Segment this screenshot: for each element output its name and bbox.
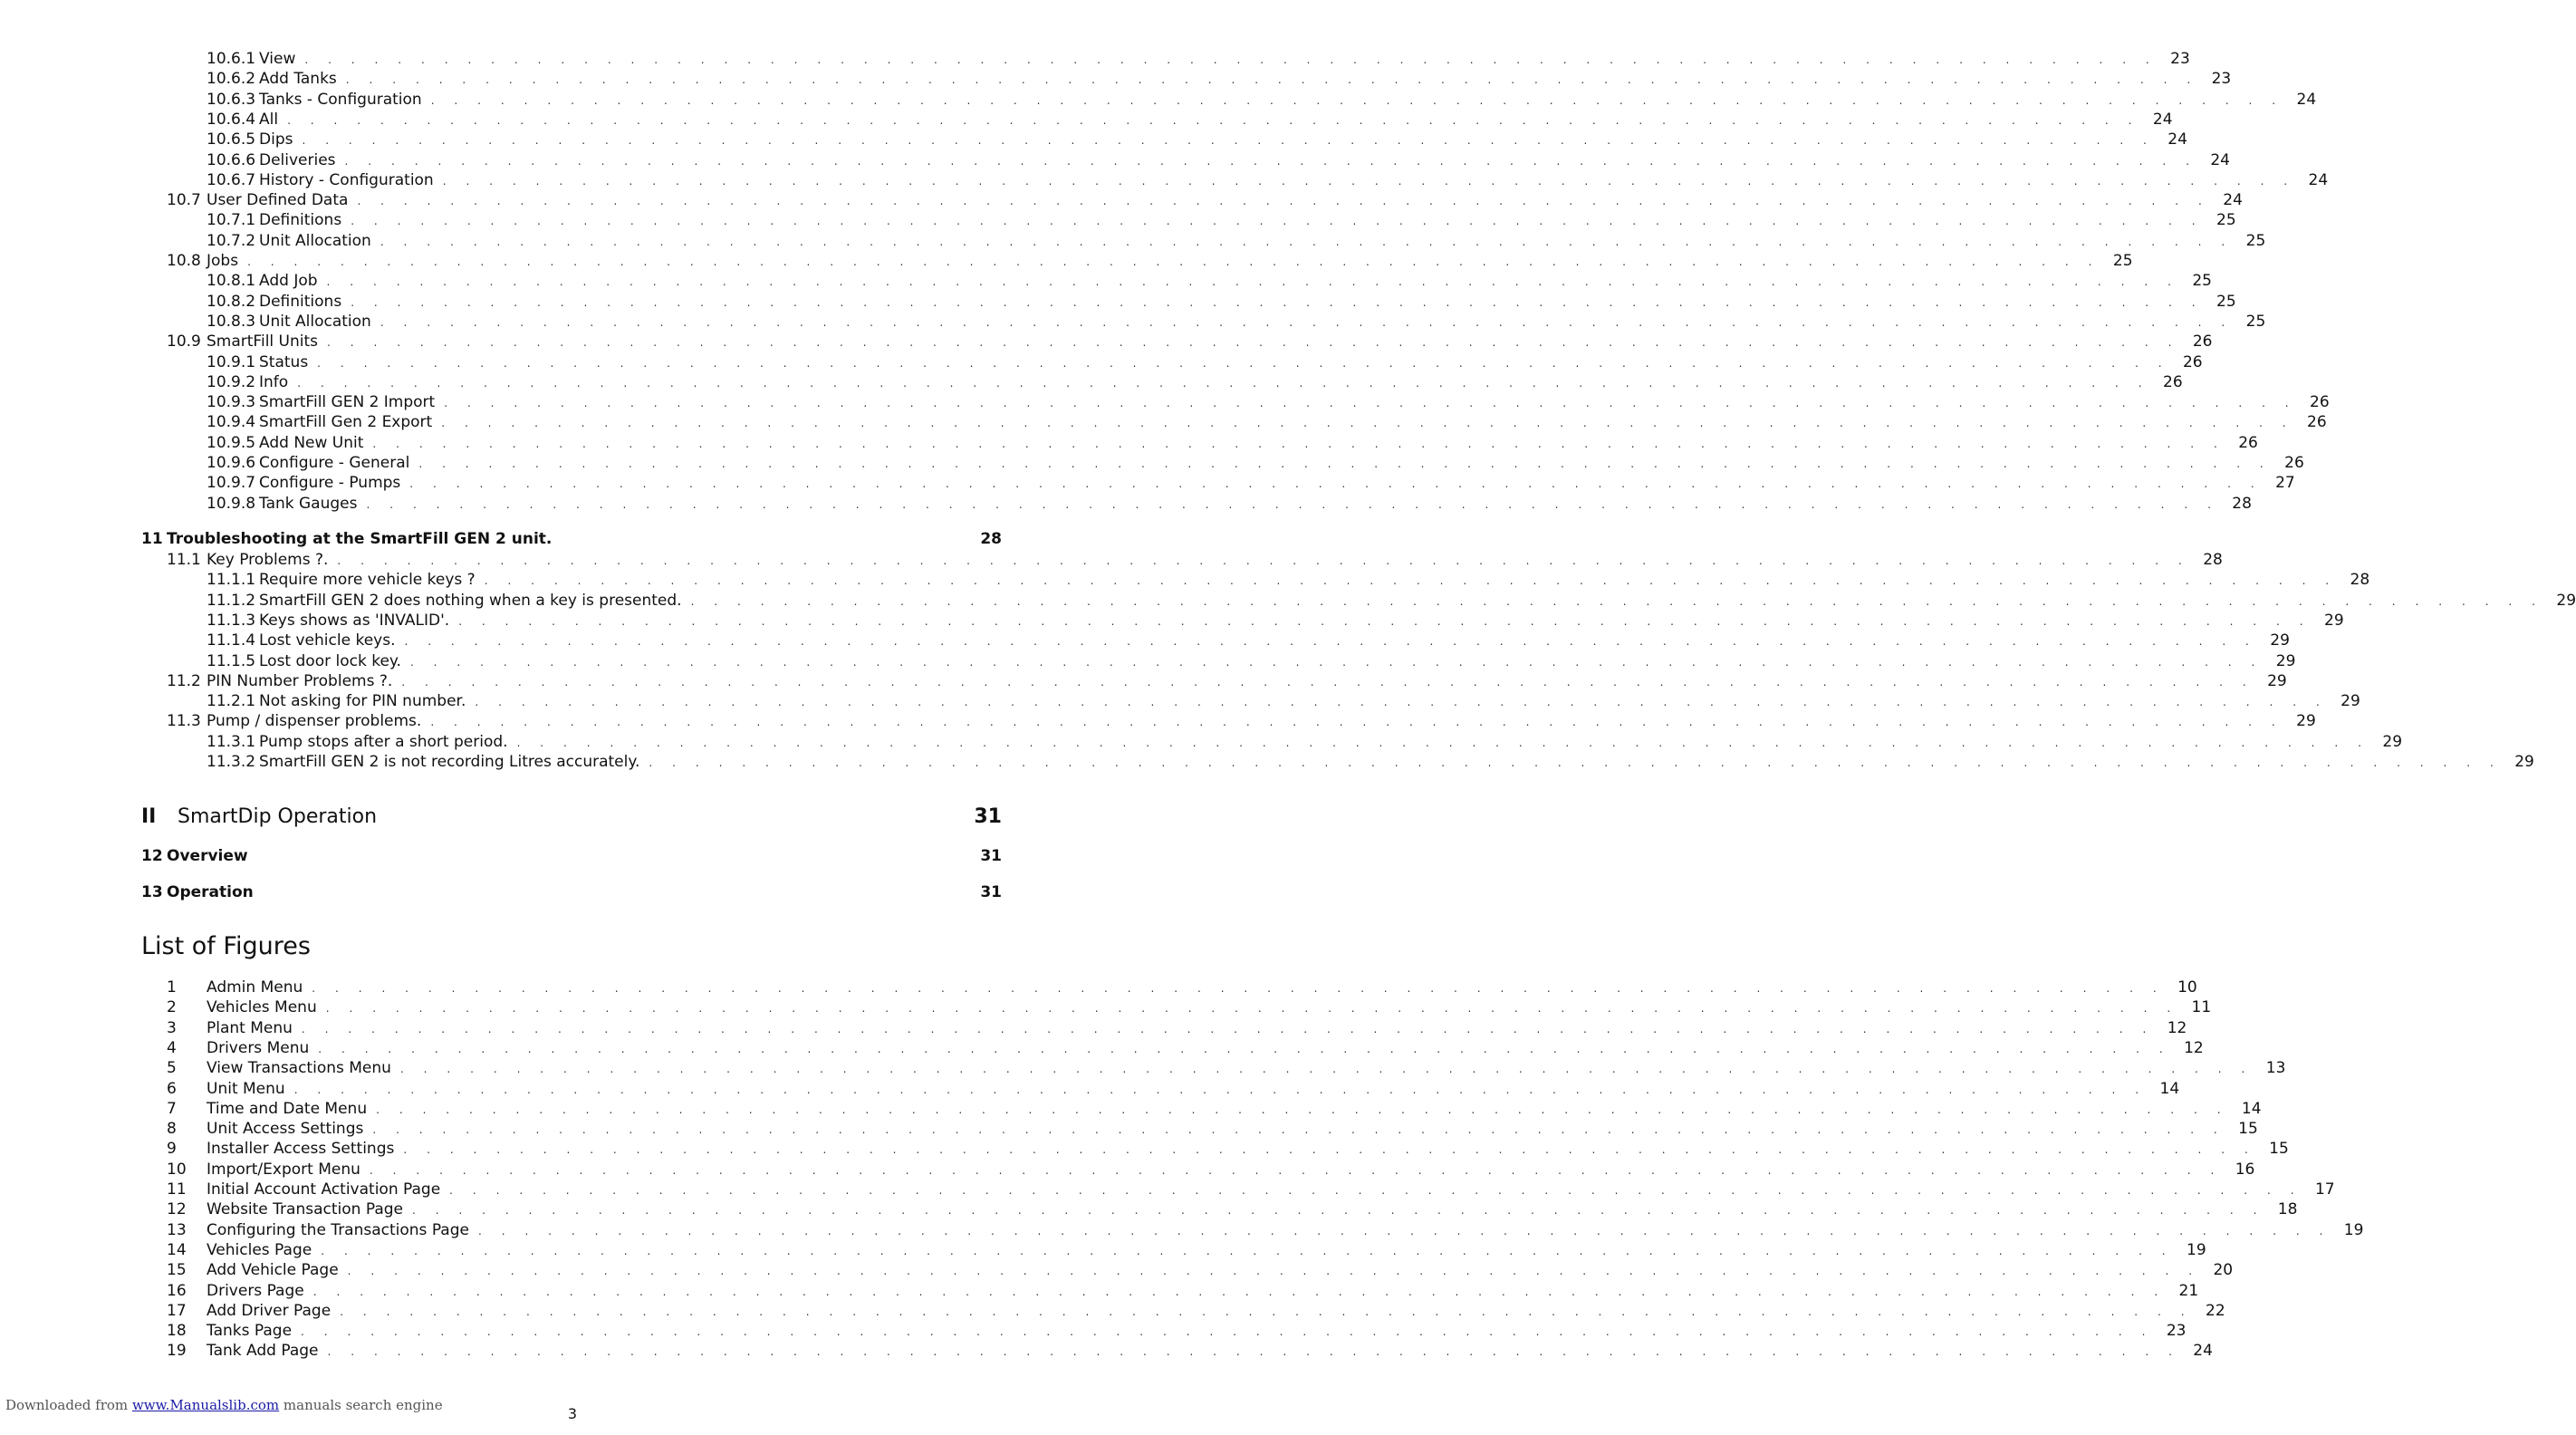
dot-leader: . . . . . . . . . . . . . . . . . . . . . . . . . . . . . . . . . . . . . . . . . . . . . . . . . . . . . . . . . . . . . . . . . . . . . . . . . . . . . . . . bbox=[340, 1305, 2193, 1318]
toc-entry[interactable] bbox=[207, 412, 2327, 432]
toc-entry[interactable] bbox=[207, 210, 2236, 230]
entry-number: 2 bbox=[167, 998, 177, 1016]
figure-entry[interactable] bbox=[167, 1281, 2199, 1301]
entry-number: 8 bbox=[167, 1120, 177, 1138]
entry-number: 12 bbox=[167, 1200, 187, 1218]
dot-leader: . . . . . . . . . . . . . . . . . . . . . . . . . . . . . . . . . . . . . . . . . . . . . . . . . . . . . . . . . . . . . . . . . . . . . . . . . . . . . . . . bbox=[366, 498, 2219, 511]
entry-page: 13 bbox=[2265, 1059, 2286, 1077]
toc-entry[interactable] bbox=[207, 752, 2534, 772]
entry-number: 11.3.2 bbox=[207, 753, 256, 771]
toc-entry[interactable] bbox=[207, 494, 2252, 514]
entry-title: Tank Gauges bbox=[259, 495, 358, 513]
entry-page: 29 bbox=[2275, 652, 2296, 670]
dot-leader: . . . . . . . . . . . . . . . . . . . . . . . . . . . . . . . . . . . . . . . . . . . . . . . . . . . . . . . . . . . . . . . . . . . . . . . . . . . . . . . . bbox=[411, 1204, 2265, 1217]
entry-page: 15 bbox=[2269, 1140, 2289, 1158]
entry-number: 10.6.1 bbox=[207, 50, 256, 68]
figure-entry[interactable] bbox=[167, 1341, 2213, 1361]
entry-title: Lost door lock key. bbox=[259, 652, 401, 670]
part-page: 31 bbox=[974, 805, 1002, 828]
entry-title: Key Problems ?. bbox=[207, 551, 329, 569]
entry-page: 29 bbox=[2382, 733, 2403, 751]
toc-entry[interactable] bbox=[207, 631, 2290, 650]
figure-entry[interactable] bbox=[167, 1199, 2298, 1219]
entry-page: 23 bbox=[2166, 1322, 2187, 1340]
toc-entry[interactable] bbox=[207, 611, 2344, 631]
entry-page: 26 bbox=[2307, 413, 2327, 431]
toc-entry[interactable] bbox=[207, 651, 2296, 671]
entry-title: View bbox=[259, 50, 296, 68]
entry-title: Drivers Page bbox=[207, 1282, 304, 1300]
entry-title: Configure - General bbox=[259, 454, 410, 472]
toc-entry[interactable] bbox=[167, 550, 2223, 570]
entry-number: 10 bbox=[167, 1161, 187, 1179]
chapter-title: Troubleshooting at the SmartFill GEN 2 unit. bbox=[167, 530, 553, 548]
entry-title: Status bbox=[259, 353, 309, 371]
entry-number: 11.2 bbox=[167, 672, 201, 690]
entry-page: 14 bbox=[2241, 1100, 2262, 1118]
entry-page: 28 bbox=[2350, 571, 2370, 589]
entry-title: Lost vehicle keys. bbox=[259, 631, 396, 650]
entry-number: 11.2.1 bbox=[207, 692, 256, 710]
dot-leader: . . . . . . . . . . . . . . . . . . . . . . . . . . . . . . . . . . . . . . . . . . . . . . . . . . . . . . . . . . . . . . . . . . . . . . . . . . . . . . . . bbox=[409, 656, 2264, 669]
toc-entry[interactable] bbox=[207, 372, 2183, 392]
figure-entry[interactable] bbox=[167, 1119, 2258, 1139]
entry-page: 29 bbox=[2270, 631, 2290, 650]
entry-page: 16 bbox=[2235, 1161, 2255, 1179]
entry-title: Installer Access Settings bbox=[207, 1140, 395, 1158]
dot-leader: . . . . . . . . . . . . . . . . . . . . . . . . . . . . . . . . . . . . . . . . . . . . . . . . . . . . . . . . . . . . . . . . . . . . . . . . . . . . . . . . bbox=[351, 215, 2204, 227]
dot-leader: . . . . . . . . . . . . . . . . . . . . . . . . . . . . . . . . . . . . . . . . . . . . . . . . . . . . . . . . . . . . . . . . . . . . . . . . . . . . . . . . bbox=[357, 195, 2210, 207]
entry-page: 25 bbox=[2245, 232, 2266, 250]
chapter-page: 31 bbox=[980, 847, 1002, 865]
dot-leader: . . . . . . . . . . . . . . . . . . . . . . . . . . . . . . . . . . . . . . . . . . . . . . . . . . . . . . . . . . . . . . . . . . . . . . . . . . . . . . . . bbox=[325, 1002, 2179, 1015]
entry-page: 10 bbox=[2177, 978, 2197, 997]
dot-leader: . . . . . . . . . . . . . . . . . . . . . . . . . . . . . . . . . . . . . . . . . . . . . . . . . . . . . . . . . . . . . . . . . . . . . . . . . . . . . . . . bbox=[287, 114, 2140, 127]
list-of-figures-heading: List of Figures bbox=[141, 932, 311, 960]
entry-page: 26 bbox=[2310, 393, 2330, 411]
entry-title: Pump stops after a short period. bbox=[259, 733, 508, 751]
entry-page: 26 bbox=[2192, 332, 2213, 351]
toc-entry[interactable] bbox=[207, 352, 2203, 372]
entry-title: Tanks - Configuration bbox=[259, 91, 422, 109]
dot-leader: . . . . . . . . . . . . . . . . . . . . . . . . . . . . . . . . . . . . . . . . . . . . . . . . . . . . . . . . . . . . . . . . . . . . . . . . . . . . . . . . bbox=[293, 1083, 2148, 1096]
entry-title: Unit Allocation bbox=[259, 232, 371, 250]
entry-title: View Transactions Menu bbox=[207, 1059, 391, 1077]
entry-page: 28 bbox=[2203, 551, 2223, 569]
entry-page: 29 bbox=[2514, 753, 2534, 771]
entry-number: 19 bbox=[167, 1342, 187, 1360]
entry-title: Vehicles Menu bbox=[207, 998, 317, 1016]
entry-page: 26 bbox=[2182, 353, 2203, 371]
dot-leader: . . . . . . . . . . . . . . . . . . . . . . . . . . . . . . . . . . . . . . . . . . . . . . . . . . . . . . . . . . . . . . . . . . . . . . . . . . . . . . . . bbox=[441, 417, 2294, 429]
entry-title: Add Driver Page bbox=[207, 1302, 332, 1320]
entry-page: 29 bbox=[2341, 692, 2360, 710]
dot-leader: . . . . . . . . . . . . . . . . . . . . . . . . . . . . . . . . . . . . . . . . . . . . . . . . . . . . . . . . . . . . . . . . . . . . . . . . . . . . . . . . bbox=[312, 1286, 2167, 1298]
entry-page: 29 bbox=[2324, 612, 2344, 630]
entry-page: 21 bbox=[2178, 1282, 2199, 1300]
footer-suffix: manuals search engine bbox=[283, 1397, 443, 1413]
toc-entry[interactable] bbox=[167, 671, 2287, 691]
entry-title: Unit Access Settings bbox=[207, 1120, 364, 1138]
dot-leader: . . . . . . . . . . . . . . . . . . . . . . . . . . . . . . . . . . . . . . . . . . . . . . . . . . . . . . . . . . . . . . . . . . . . . . . . . . . . . . . . bbox=[430, 94, 2284, 107]
dot-leader: . . . . . . . . . . . . . . . . . . . . . . . . . . . . . . . . . . . . . . . . . . . . . . . . . . . . . . . . . . . . . . . . . . . . . . . . . . . . . . . . bbox=[475, 696, 2328, 708]
entry-number: 3 bbox=[167, 1019, 177, 1037]
entry-number: 17 bbox=[167, 1302, 187, 1320]
entry-number: 11.1.5 bbox=[207, 652, 256, 670]
dot-leader: . . . . . . . . . . . . . . . . . . . . . . . . . . . . . . . . . . . . . . . . . . . . . . . . . . . . . . . . . . . . . . . . . . . . . . . . . . . . . . . . bbox=[380, 316, 2234, 329]
entry-number: 10.9.2 bbox=[207, 373, 256, 391]
toc-entry[interactable] bbox=[207, 170, 2329, 190]
entry-number: 11.3.1 bbox=[207, 733, 256, 751]
entry-number: 11.1.3 bbox=[207, 612, 256, 630]
entry-page: 29 bbox=[2267, 672, 2287, 690]
entry-number: 10.7 bbox=[167, 191, 201, 209]
entry-page: 25 bbox=[2112, 252, 2133, 270]
dot-leader: . . . . . . . . . . . . . . . . . . . . . . . . . . . . . . . . . . . . . . . . . . . . . . . . . . . . . . . . . . . . . . . . . . . . . . . . . . . . . . . . bbox=[409, 477, 2263, 490]
chapter-page: 31 bbox=[980, 883, 1002, 901]
entry-page: 12 bbox=[2167, 1019, 2187, 1037]
entry-number: 5 bbox=[167, 1059, 177, 1077]
toc-entry[interactable] bbox=[167, 711, 2316, 731]
dot-leader: . . . . . . . . . . . . . . . . . . . . . . . . . . . . . . . . . . . . . . . . . . . . . . . . . . . . . . . . . . . . . . . . . . . . . . . . . . . . . . . . bbox=[326, 275, 2179, 288]
figure-entry[interactable] bbox=[167, 1260, 2234, 1280]
entry-number: 11.3 bbox=[167, 712, 201, 730]
chapter-page: 28 bbox=[980, 530, 1002, 548]
entry-title: Tank Add Page bbox=[207, 1342, 319, 1360]
dot-leader: . . . . . . . . . . . . . . . . . . . . . . . . . . . . . . . . . . . . . . . . . . . . . . . . . . . . . . . . . . . . . . . . . . . . . . . . . . . . . . . . bbox=[477, 1225, 2331, 1238]
entry-number: 10.7.2 bbox=[207, 232, 256, 250]
entry-title: Definitions bbox=[259, 293, 342, 311]
dot-leader: . . . . . . . . . . . . . . . . . . . . . . . . . . . . . . . . . . . . . . . . . . . . . . . . . . . . . . . . . . . . . . . . . . . . . . . . . . . . . . . . bbox=[404, 635, 2257, 648]
dot-leader: . . . . . . . . . . . . . . . . . . . . . . . . . . . . . . . . . . . . . . . . . . . . . . . . . . . . . . . . . . . . . . . . . . . . . . . . . . . . . . . . bbox=[318, 1043, 2171, 1055]
entry-title: Tanks Page bbox=[207, 1322, 293, 1340]
dot-leader: . . . . . . . . . . . . . . . . . . . . . . . . . . . . . . . . . . . . . . . . . . . . . . . . . . . . . . . . . . . . . . . . . . . . . . . . . . . . . . . . bbox=[444, 397, 2297, 409]
entry-title: Time and Date Menu bbox=[207, 1100, 368, 1118]
dot-leader: . . . . . . . . . . . . . . . . . . . . . . . . . . . . . . . . . . . . . . . . . . . . . . . . . . . . . . . . . . . . . . . . . . . . . . . . . . . . . . . . bbox=[372, 438, 2225, 450]
entry-page: 24 bbox=[2210, 151, 2230, 169]
dot-leader: . . . . . . . . . . . . . . . . . . . . . . . . . . . . . . . . . . . . . . . . . . . . . . . . . . . . . . . . . . . . . . . . . . . . . . . . . . . . . . . . bbox=[301, 1023, 2155, 1035]
entry-title: Drivers Menu bbox=[207, 1039, 310, 1057]
entry-number: 1 bbox=[167, 978, 177, 997]
entry-title: PIN Number Problems ?. bbox=[207, 672, 393, 690]
toc-entry[interactable] bbox=[207, 392, 2330, 412]
entry-page: 26 bbox=[2163, 373, 2183, 391]
entry-title: Not asking for PIN number. bbox=[259, 692, 466, 710]
toc-entry[interactable] bbox=[167, 332, 2213, 352]
toc-entry[interactable] bbox=[207, 49, 2190, 69]
entry-title: SmartFill GEN 2 is not recording Litres accurately. bbox=[259, 753, 640, 771]
dot-leader: . . . . . . . . . . . . . . . . . . . . . . . . . . . . . . . . . . . . . . . . . . . . . . . . . . . . . . . . . . . . . . . . . . . . . . . . . . . . . . . . bbox=[372, 1123, 2225, 1136]
figure-entry[interactable] bbox=[167, 1058, 2286, 1078]
entry-number: 11.1 bbox=[167, 551, 201, 569]
entry-number: 11.1.2 bbox=[207, 592, 256, 610]
dot-leader: . . . . . . . . . . . . . . . . . . . . . . . . . . . . . . . . . . . . . . . . . . . . . . . . . . . . . . . . . . . . . . . . . . . . . . . . . . . . . . . . bbox=[380, 236, 2234, 248]
toc-entry[interactable] bbox=[167, 251, 2133, 271]
dot-leader: . . . . . . . . . . . . . . . . . . . . . . . . . . . . . . . . . . . . . . . . . . . . . . . . . . . . . . . . . . . . . . . . . . . . . . . . . . . . . . . . bbox=[484, 574, 2338, 587]
dot-leader: . . . . . . . . . . . . . . . . . . . . . . . . . . . . . . . . . . . . . . . . . . . . . . . . . . . . . . . . . . . . . . . . . . . . . . . . . . . . . . . . bbox=[401, 676, 2254, 689]
entry-title: Definitions bbox=[259, 211, 342, 229]
entry-number: 10.8.2 bbox=[207, 293, 256, 311]
toc-entry[interactable] bbox=[207, 90, 2317, 110]
dot-leader: . . . . . . . . . . . . . . . . . . . . . . . . . . . . . . . . . . . . . . . . . . . . . . . . . . . . . . . . . . . . . . . . . . . . . . . . . . . . . . . . bbox=[345, 73, 2199, 86]
entry-title: Info bbox=[259, 373, 289, 391]
chapter-number: 11 bbox=[141, 530, 163, 548]
entry-page: 29 bbox=[2556, 592, 2576, 610]
dot-leader: . . . . . . . . . . . . . . . . . . . . . . . . . . . . . . . . . . . . . . . . . . . . . . . . . . . . . . . . . . . . . . . . . . . . . . . . . . . . . . . . bbox=[458, 615, 2312, 628]
dot-leader: . . . . . . . . . . . . . . . . . . . . . . . . . . . . . . . . . . . . . . . . . . . . . . . . . . . . . . . . . . . . . . . . . . . . . . . . . . . . . . . . bbox=[312, 982, 2165, 995]
entry-page: 14 bbox=[2159, 1080, 2180, 1098]
entry-title: Admin Menu bbox=[207, 978, 303, 997]
footer-prefix: Downloaded from bbox=[5, 1397, 129, 1413]
entry-page: 25 bbox=[2245, 313, 2266, 331]
entry-title: Configure - Pumps bbox=[259, 474, 401, 492]
figure-entry[interactable] bbox=[167, 1321, 2187, 1341]
chapter-title: Overview bbox=[167, 847, 248, 865]
dot-leader: . . . . . . . . . . . . . . . . . . . . . . . . . . . . . . . . . . . . . . . . . . . . . . . . . . . . . . . . . . . . . . . . . . . . . . . . . . . . . . . . bbox=[430, 716, 2283, 728]
dot-leader: . . . . . . . . . . . . . . . . . . . . . . . . . . . . . . . . . . . . . . . . . . . . . . . . . . . . . . . . . . . . . . . . . . . . . . . . . . . . . . . . bbox=[449, 1184, 2302, 1197]
entry-number: 10.9.4 bbox=[207, 413, 256, 431]
entry-number: 10.6.4 bbox=[207, 111, 256, 129]
toc-entry[interactable] bbox=[207, 732, 2403, 752]
dot-leader: . . . . . . . . . . . . . . . . . . . . . . . . . . . . . . . . . . . . . . . . . . . . . . . . . . . . . . . . . . . . . . . . . . . . . . . . . . . . . . . . bbox=[344, 155, 2197, 168]
entry-page: 23 bbox=[2211, 70, 2232, 88]
dot-leader: . . . . . . . . . . . . . . . . . . . . . . . . . . . . . . . . . . . . . . . . . . . . . . . . . . . . . . . . . . . . . . . . . . . . . . . . . . . . . . . . bbox=[403, 1143, 2256, 1156]
dot-leader: . . . . . . . . . . . . . . . . . . . . . . . . . . . . . . . . . . . . . . . . . . . . . . . . . . . . . . . . . . . . . . . . . . . . . . . . . . . . . . . . bbox=[516, 737, 2370, 749]
entry-title: SmartFill Units bbox=[207, 332, 319, 351]
entry-number: 10.6.7 bbox=[207, 171, 256, 189]
entry-title: SmartFill Gen 2 Export bbox=[259, 413, 433, 431]
entry-page: 26 bbox=[2284, 454, 2304, 472]
toc-entry[interactable] bbox=[207, 110, 2173, 130]
entry-number: 10.6.3 bbox=[207, 91, 256, 109]
figure-entry[interactable] bbox=[167, 1301, 2225, 1321]
entry-title: Deliveries bbox=[259, 151, 336, 169]
dot-leader: . . . . . . . . . . . . . . . . . . . . . . . . . . . . . . . . . . . . . . . . . . . . . . . . . . . . . . . . . . . . . . . . . . . . . . . . . . . . . . . . bbox=[399, 1063, 2254, 1075]
entry-title: SmartFill GEN 2 Import bbox=[259, 393, 436, 411]
entry-title: Add Job bbox=[259, 272, 318, 290]
figure-entry[interactable] bbox=[167, 1240, 2206, 1260]
dot-leader: . . . . . . . . . . . . . . . . . . . . . . . . . . . . . . . . . . . . . . . . . . . . . . . . . . . . . . . . . . . . . . . . . . . . . . . . . . . . . . . . bbox=[321, 1245, 2174, 1257]
toc-entry[interactable] bbox=[207, 433, 2258, 453]
figure-entry[interactable] bbox=[167, 1099, 2262, 1119]
toc-entry[interactable] bbox=[207, 473, 2295, 493]
entry-title: Website Transaction Page bbox=[207, 1200, 403, 1218]
entry-page: 24 bbox=[2308, 171, 2329, 189]
toc-chapter-13[interactable] bbox=[141, 881, 1002, 903]
toc-entry[interactable] bbox=[207, 570, 2370, 590]
toc-entry[interactable] bbox=[167, 190, 2243, 210]
entry-number: 15 bbox=[167, 1261, 187, 1279]
toc-entry[interactable] bbox=[207, 150, 2230, 170]
page-number: 3 bbox=[567, 1405, 578, 1422]
entry-number: 6 bbox=[167, 1080, 177, 1098]
dot-leader: . . . . . . . . . . . . . . . . . . . . . . . . . . . . . . . . . . . . . . . . . . . . . . . . . . . . . . . . . . . . . . . . . . . . . . . . . . . . . . . . bbox=[317, 357, 2170, 370]
part-number: II bbox=[141, 805, 157, 828]
entry-title: Unit Menu bbox=[207, 1080, 285, 1098]
entry-number: 10.9.7 bbox=[207, 474, 256, 492]
figure-entry[interactable] bbox=[167, 1139, 2289, 1159]
entry-page: 26 bbox=[2238, 434, 2258, 452]
entry-page: 19 bbox=[2343, 1221, 2364, 1239]
figure-entry[interactable] bbox=[167, 1038, 2204, 1058]
entry-page: 23 bbox=[2170, 50, 2190, 68]
entry-title: Pump / dispenser problems. bbox=[207, 712, 422, 730]
entry-page: 24 bbox=[2193, 1342, 2213, 1360]
entry-page: 15 bbox=[2238, 1120, 2258, 1138]
entry-page: 24 bbox=[2167, 130, 2187, 149]
dot-leader: . . . . . . . . . . . . . . . . . . . . . . . . . . . . . . . . . . . . . . . . . . . . . . . . . . . . . . . . . . . . . . . . . . . . . . . . . . . . . . . . bbox=[327, 1345, 2180, 1358]
entry-page: 19 bbox=[2187, 1241, 2206, 1259]
figure-entry[interactable] bbox=[167, 1180, 2335, 1199]
dot-leader: . . . . . . . . . . . . . . . . . . . . . . . . . . . . . . . . . . . . . . . . . . . . . . . . . . . . . . . . . . . . . . . . . . . . . . . . . . . . . . . . bbox=[302, 134, 2155, 147]
entry-number: 4 bbox=[167, 1039, 177, 1057]
entry-page: 11 bbox=[2191, 998, 2212, 1016]
entry-title: Add Vehicle Page bbox=[207, 1261, 339, 1279]
entry-page: 17 bbox=[2314, 1180, 2335, 1199]
chapter-number: 12 bbox=[141, 847, 163, 865]
entry-number: 10.6.2 bbox=[207, 70, 256, 88]
entry-page: 27 bbox=[2275, 474, 2295, 492]
entry-page: 25 bbox=[2216, 211, 2236, 229]
toc-chapter-11[interactable] bbox=[141, 528, 1002, 550]
entry-title: Configuring the Transactions Page bbox=[207, 1221, 469, 1239]
entry-page: 25 bbox=[2216, 293, 2236, 311]
entry-title: Initial Account Activation Page bbox=[207, 1180, 441, 1199]
dot-leader: . . . . . . . . . . . . . . . . . . . . . . . . . . . . . . . . . . . . . . . . . . . . . . . . . . . . . . . . . . . . . . . . . . . . . . . . . . . . . . . . bbox=[369, 1164, 2223, 1177]
toc-entry[interactable] bbox=[207, 453, 2304, 473]
entry-title: All bbox=[259, 111, 279, 129]
toc-part-2[interactable] bbox=[141, 804, 1002, 831]
part-title: SmartDip Operation bbox=[178, 805, 378, 828]
dot-leader: . . . . . . . . . . . . . . . . . . . . . . . . . . . . . . . . . . . . . . . . . . . . . . . . . . . . . . . . . . . . . . . . . . . . . . . . . . . . . . . . bbox=[247, 255, 2100, 268]
figure-entry[interactable] bbox=[167, 1160, 2255, 1180]
entry-number: 10.6.5 bbox=[207, 130, 256, 149]
toc-entry[interactable] bbox=[207, 69, 2232, 89]
entry-page: 22 bbox=[2206, 1302, 2225, 1320]
figure-entry[interactable] bbox=[167, 978, 2197, 997]
footer-link[interactable]: www.Manualslib.com bbox=[131, 1397, 280, 1413]
entry-number: 10.8.3 bbox=[207, 313, 256, 331]
entry-page: 24 bbox=[2296, 91, 2317, 109]
entry-title: User Defined Data bbox=[207, 191, 349, 209]
entry-title: Keys shows as 'INVALID'. bbox=[259, 612, 450, 630]
entry-number: 10.7.1 bbox=[207, 211, 256, 229]
entry-number: 10.9.1 bbox=[207, 353, 256, 371]
entry-title: Import/Export Menu bbox=[207, 1161, 360, 1179]
dot-leader: . . . . . . . . . . . . . . . . . . . . . . . . . . . . . . . . . . . . . . . . . . . . . . . . . . . . . . . . . . . . . . . . . . . . . . . . . . . . . . . . bbox=[376, 1103, 2229, 1116]
entry-page: 24 bbox=[2223, 191, 2243, 209]
toc-chapter-12[interactable] bbox=[141, 845, 1002, 867]
dot-leader: . . . . . . . . . . . . . . . . . . . . . . . . . . . . . . . . . . . . . . . . . . . . . . . . . . . . . . . . . . . . . . . . . . . . . . . . . . . . . . . . bbox=[301, 1325, 2154, 1338]
entry-number: 10.9.3 bbox=[207, 393, 256, 411]
toc-entry[interactable] bbox=[207, 292, 2236, 312]
dot-leader: . . . . . . . . . . . . . . . . . . . . . . . . . . . . . . . . . . . . . . . . . . . . . . . . . . . . . . . . . . . . . . . . . . . . . . . . . . . . . . . . bbox=[442, 175, 2296, 188]
entry-title: Require more vehicle keys ? bbox=[259, 571, 476, 589]
entry-title: Unit Allocation bbox=[259, 313, 371, 331]
entry-number: 13 bbox=[167, 1221, 187, 1239]
entry-title: Vehicles Page bbox=[207, 1241, 312, 1259]
entry-number: 10.9.5 bbox=[207, 434, 256, 452]
chapter-title: Operation bbox=[167, 883, 254, 901]
dot-leader: . . . . . . . . . . . . . . . . . . . . . . . . . . . . . . . . . . . . . . . . . . . . . . . . . . . . . . . . . . . . . . . . . . . . . . . . . . . . . . . . bbox=[418, 457, 2272, 470]
dot-leader: . . . . . . . . . . . . . . . . . . . . . . . . . . . . . . . . . . . . . . . . . . . . . . . . . . . . . . . . . . . . . . . . . . . . . . . . . . . . . . . . bbox=[347, 1265, 2201, 1277]
entry-number: 10.9 bbox=[167, 332, 201, 351]
entry-page: 18 bbox=[2277, 1200, 2298, 1218]
entry-page: 25 bbox=[2192, 272, 2212, 290]
entry-number: 10.8 bbox=[167, 252, 201, 270]
entry-title: SmartFill GEN 2 does nothing when a key is presented. bbox=[259, 592, 682, 610]
entry-page: 24 bbox=[2152, 111, 2173, 129]
dot-leader: . . . . . . . . . . . . . . . . . . . . . . . . . . . . . . . . . . . . . . . . . . . . . . . . . . . . . . . . . . . . . . . . . . . . . . . . . . . . . . . . bbox=[297, 377, 2150, 390]
toc-entry[interactable] bbox=[207, 312, 2266, 332]
entry-title: Add New Unit bbox=[259, 434, 364, 452]
entry-number: 11 bbox=[167, 1180, 187, 1199]
entry-number: 10.9.6 bbox=[207, 454, 256, 472]
figure-entry[interactable] bbox=[167, 1018, 2187, 1038]
entry-page: 12 bbox=[2184, 1039, 2204, 1057]
entry-title: Dips bbox=[259, 130, 293, 149]
entry-number: 10.8.1 bbox=[207, 272, 256, 290]
entry-number: 11.1.4 bbox=[207, 631, 256, 650]
entry-number: 7 bbox=[167, 1100, 177, 1118]
dot-leader: . . . . . . . . . . . . . . . . . . . . . . . . . . . . . . . . . . . . . . . . . . . . . . . . . . . . . . . . . . . . . . . . . . . . . . . . . . . . . . . . bbox=[351, 296, 2204, 309]
entry-page: 29 bbox=[2296, 712, 2316, 730]
dot-leader: . . . . . . . . . . . . . . . . . . . . . . . . . . . . . . . . . . . . . . . . . . . . . . . . . . . . . . . . . . . . . . . . . . . . . . . . . . . . . . . . bbox=[690, 595, 2544, 608]
chapter-number: 13 bbox=[141, 883, 163, 901]
entry-number: 10.9.8 bbox=[207, 495, 256, 513]
toc-entry[interactable] bbox=[207, 271, 2212, 291]
dot-leader: . . . . . . . . . . . . . . . . . . . . . . . . . . . . . . . . . . . . . . . . . . . . . . . . . . . . . . . . . . . . . . . . . . . . . . . . . . . . . . . . bbox=[337, 554, 2190, 567]
entry-title: History - Configuration bbox=[259, 171, 434, 189]
figure-entry[interactable] bbox=[167, 1079, 2180, 1099]
entry-page: 20 bbox=[2213, 1261, 2234, 1279]
figure-entry[interactable] bbox=[167, 997, 2212, 1017]
figure-entry[interactable] bbox=[167, 1220, 2364, 1240]
entry-page: 28 bbox=[2232, 495, 2252, 513]
entry-number: 16 bbox=[167, 1282, 187, 1300]
entry-number: 11.1.1 bbox=[207, 571, 256, 589]
dot-leader: . . . . . . . . . . . . . . . . . . . . . . . . . . . . . . . . . . . . . . . . . . . . . . . . . . . . . . . . . . . . . . . . . . . . . . . . . . . . . . . . bbox=[649, 756, 2502, 769]
toc-entry[interactable] bbox=[207, 591, 2576, 611]
toc-entry[interactable] bbox=[207, 130, 2187, 149]
entry-number: 18 bbox=[167, 1322, 187, 1340]
entry-title: Plant Menu bbox=[207, 1019, 293, 1037]
entry-title: Jobs bbox=[207, 252, 239, 270]
entry-number: 14 bbox=[167, 1241, 187, 1259]
toc-entry[interactable] bbox=[207, 231, 2266, 251]
entry-title: Add Tanks bbox=[259, 70, 337, 88]
entry-number: 10.6.6 bbox=[207, 151, 256, 169]
dot-leader: . . . . . . . . . . . . . . . . . . . . . . . . . . . . . . . . . . . . . . . . . . . . . . . . . . . . . . . . . . . . . . . . . . . . . . . . . . . . . . . . bbox=[327, 336, 2180, 349]
entry-number: 9 bbox=[167, 1140, 177, 1158]
toc-entry[interactable] bbox=[207, 691, 2360, 711]
dot-leader: . . . . . . . . . . . . . . . . . . . . . . . . . . . . . . . . . . . . . . . . . . . . . . . . . . . . . . . . . . . . . . . . . . . . . . . . . . . . . . . . bbox=[304, 53, 2158, 66]
